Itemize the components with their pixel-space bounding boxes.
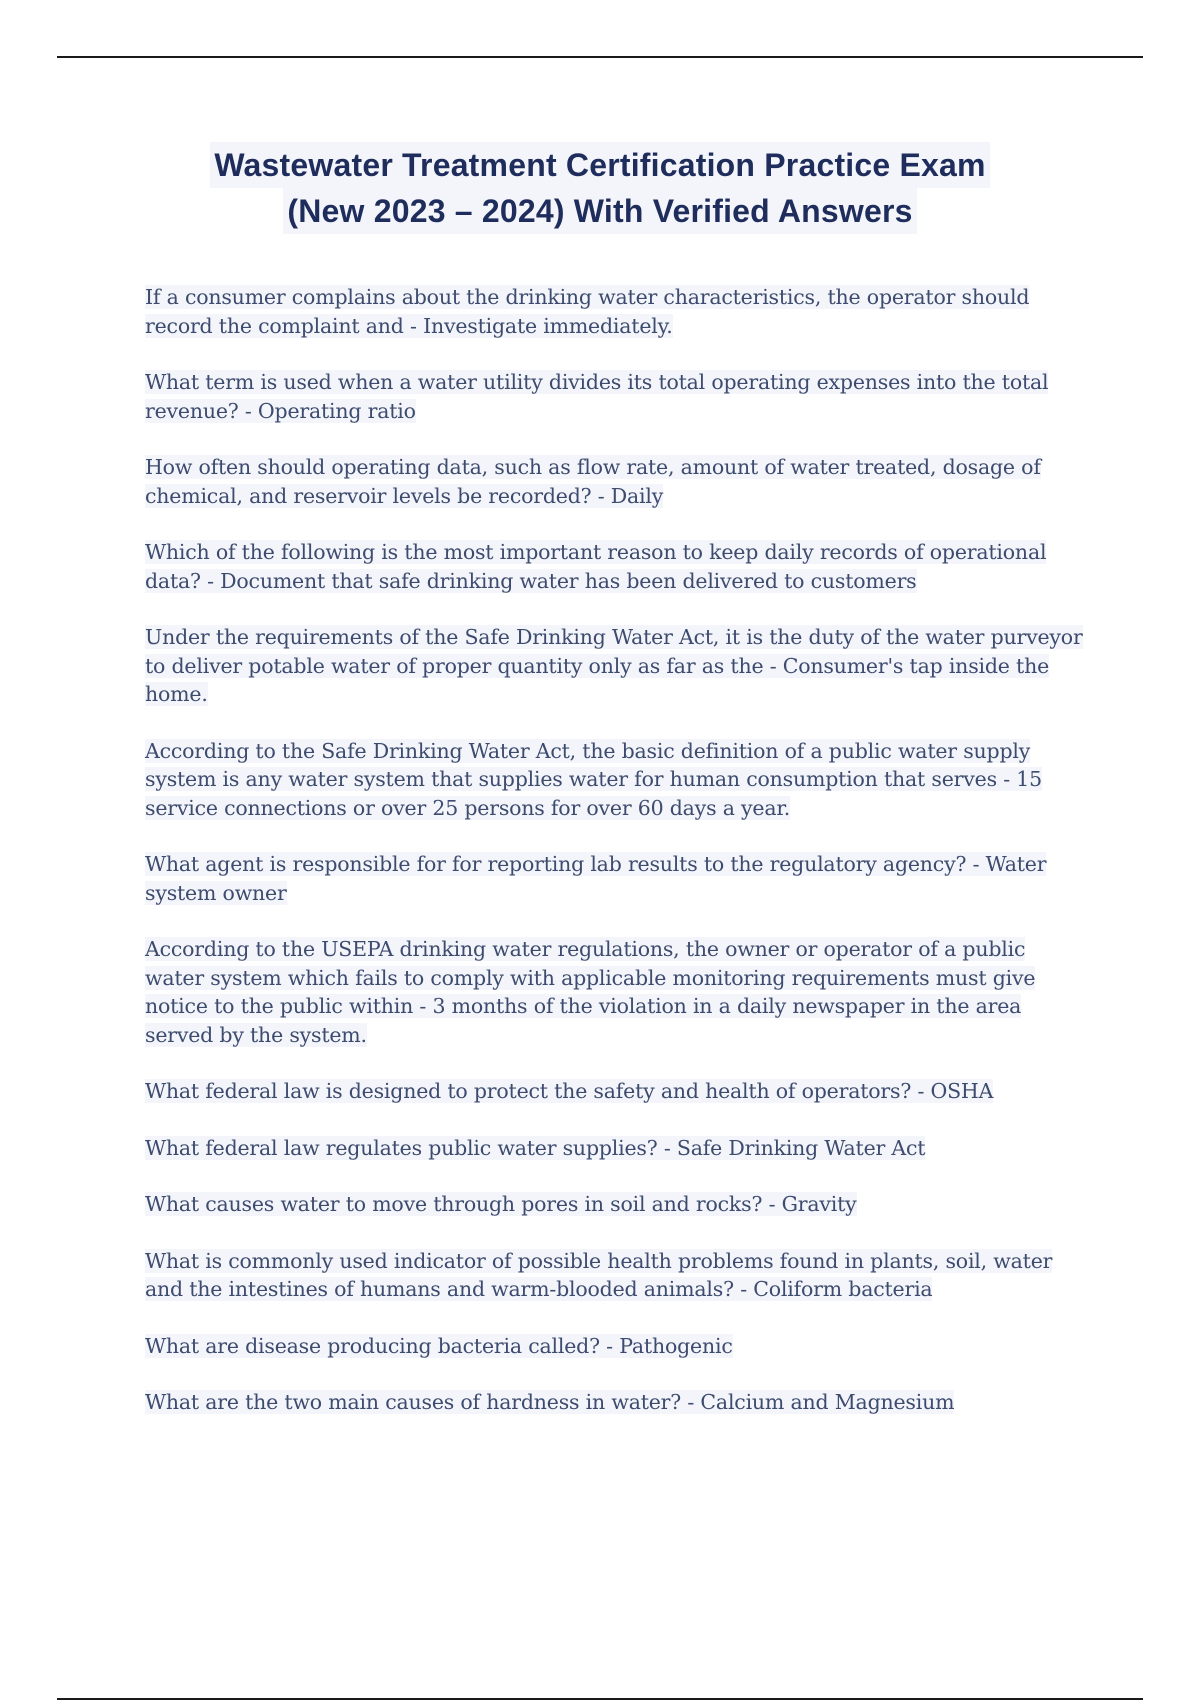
qa-text: What agent is responsible for for reporting lab results to the regulatory agency? - Water system owner	[145, 852, 1047, 905]
qa-item-11	[145, 1190, 1090, 1219]
qa-text: Which of the following is the most important reason to keep daily records of operational data? - Document that safe drinking water has been delivered to customers	[145, 540, 1047, 593]
top-divider	[57, 56, 1143, 58]
qa-text: What term is used when a water utility divides its total operating expenses into the total revenue? - Operating ratio	[145, 370, 1049, 423]
qa-text: What causes water to move through pores in soil and rocks? - Gravity	[145, 1192, 857, 1216]
qa-text: According to the Safe Drinking Water Act, the basic definition of a public water supply system is any water system that supplies water for human consumption that serves - 15 service connections or over 25 persons for over 60 days a year.	[145, 738, 1042, 820]
qa-item-6	[145, 737, 1090, 823]
qa-text: Under the requirements of the Safe Drinking Water Act, it is the duty of the water purveyor to deliver potable water of proper quantity only as far as the - Consumer's tap inside the home.	[145, 625, 1083, 706]
document-title	[100, 142, 1100, 234]
qa-text: What is commonly used indicator of possible health problems found in plants, soil, water and the intestines of humans and warm-blooded animals? - Coliform bacteria	[145, 1248, 1053, 1301]
qa-item-10	[145, 1134, 1090, 1163]
qa-item-1	[145, 283, 1090, 340]
qa-item-7	[145, 850, 1090, 907]
qa-text: What federal law is designed to protect the safety and health of operators? - OSHA	[145, 1079, 994, 1103]
qa-item-4	[145, 538, 1090, 595]
qa-text: If a consumer complains about the drinking water characteristics, the operator should record the complaint and - Investigate immediately.	[145, 285, 1030, 338]
qa-item-5	[145, 623, 1090, 709]
qa-item-9	[145, 1077, 1090, 1106]
qa-item-8	[145, 935, 1090, 1049]
title-line-2: (New 2023 – 2024) With Verified Answers	[283, 188, 916, 234]
qa-item-12	[145, 1247, 1090, 1304]
qa-item-3	[145, 453, 1090, 510]
qa-text: What are the two main causes of hardness in water? - Calcium and Magnesium	[145, 1390, 955, 1414]
qa-item-13	[145, 1332, 1090, 1361]
title-line-1: Wastewater Treatment Certification Practice Exam	[210, 142, 989, 188]
qa-text: How often should operating data, such as flow rate, amount of water treated, dosage of chemical, and reservoir levels be recorded? - Daily	[145, 455, 1041, 508]
qa-text: According to the USEPA drinking water regulations, the owner or operator of a public water system which fails to comply with applicable monitoring requirements must give notice to the public within - 3 months of the violation in a daily newspaper in the area served by the system.	[145, 937, 1036, 1047]
qa-text: What federal law regulates public water supplies? - Safe Drinking Water Act	[145, 1135, 926, 1160]
qa-item-14	[145, 1388, 1090, 1417]
qa-text: What are disease producing bacteria called? - Pathogenic	[145, 1333, 733, 1358]
question-answer-list	[145, 283, 1090, 1445]
qa-item-2	[145, 368, 1090, 425]
